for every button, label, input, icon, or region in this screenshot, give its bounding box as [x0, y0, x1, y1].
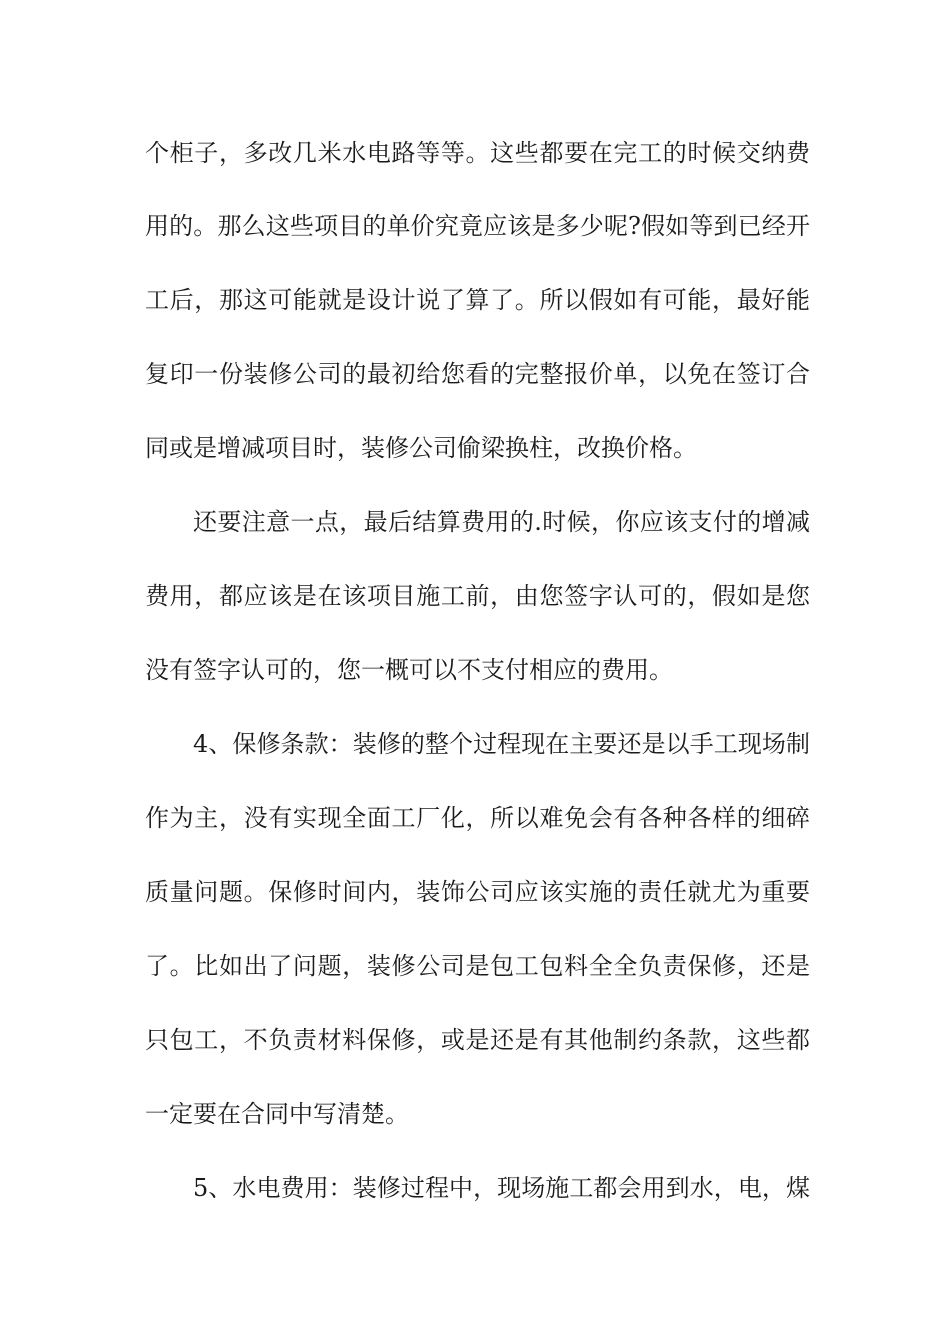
- paragraph-first-line: 5、水电费用：装修过程中，现场施工都会用到水，电，煤: [193, 1174, 810, 1202]
- paragraph-first-line: 4、保修条款：装修的整个过程现在主要还是以手工现场制: [193, 730, 810, 758]
- text-line: 只包工，不负责材料保修，或是还是有其他制约条款，这些都: [145, 1026, 810, 1054]
- text-line: 作为主，没有实现全面工厂化，所以难免会有各种各样的细碎: [145, 804, 810, 832]
- text-line: 一定要在合同中写清楚。: [145, 1100, 409, 1128]
- text-line: 用的。那么这些项目的单价究竟应该是多少呢?假如等到已经开: [145, 212, 810, 240]
- text-line: 同或是增减项目时，装修公司偷梁换柱，改换价格。: [145, 434, 697, 462]
- paragraph-first-line: 还要注意一点，最后结算费用的.时候，你应该支付的增减: [193, 508, 810, 536]
- text-line: 质量问题。保修时间内，装饰公司应该实施的责任就尤为重要: [145, 878, 810, 906]
- text-line: 了。比如出了问题，装修公司是包工包料全全负责保修，还是: [145, 952, 810, 980]
- text-line: 个柜子，多改几米水电路等等。这些都要在完工的时候交纳费: [145, 139, 810, 167]
- text-line: 没有签字认可的，您一概可以不支付相应的费用。: [145, 656, 673, 684]
- text-line: 费用，都应该是在该项目施工前，由您签字认可的，假如是您: [145, 582, 810, 610]
- text-line: 工后，那这可能就是设计说了算了。所以假如有可能，最好能: [145, 286, 810, 314]
- text-line: 复印一份装修公司的最初给您看的完整报价单，以免在签订合: [145, 360, 810, 388]
